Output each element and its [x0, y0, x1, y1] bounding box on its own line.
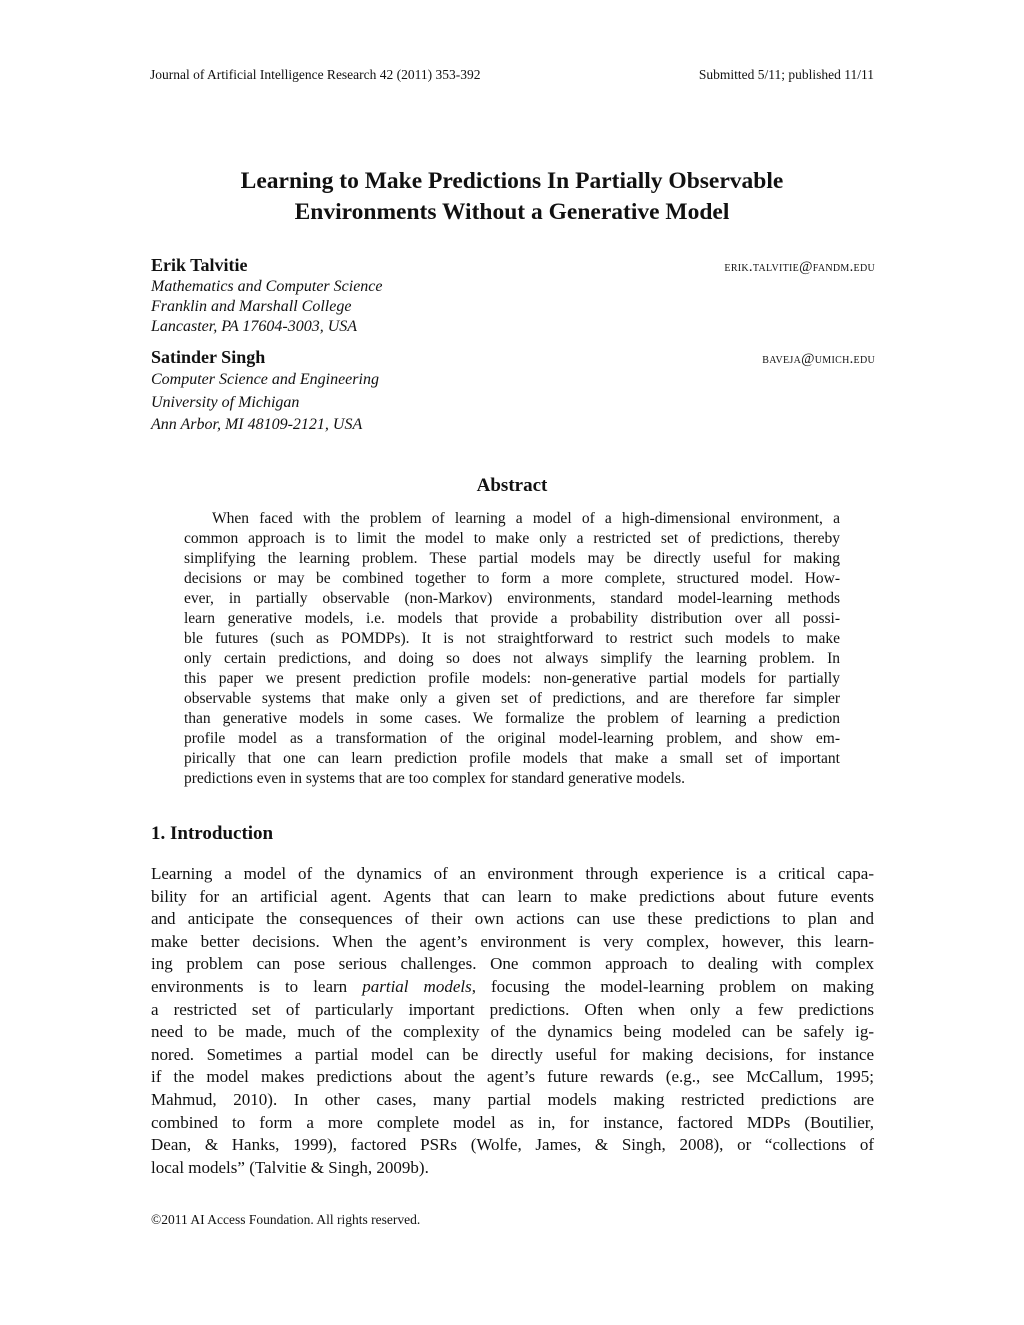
body-line: bility for an artificial agent. Agents that can learn to make predictions about future events [151, 886, 874, 906]
author-name: Erik Talvitie [151, 255, 248, 275]
title-line-2: Environments Without a Generative Model [294, 199, 730, 225]
introduction-body [151, 863, 874, 1179]
author-affiliation [151, 369, 875, 437]
body-line: Mahmud, 2010). In other cases, many partial models making restricted predictions are [151, 1089, 874, 1109]
body-line: Dean, & Hanks, 1999), factored PSRs (Wolfe, James, & Singh, 2008), or “collections of [151, 1135, 874, 1155]
body-line: if the model makes predictions about the agent’s future rewards (e.g., see McCallum, 1995; [151, 1067, 874, 1087]
body-line [151, 976, 874, 999]
abstract-line: simplifying the learning problem. These partial models may be directly useful for making [184, 550, 840, 567]
paper-title [110, 166, 914, 228]
body-line: ing problem can pose serious challenges. One common approach to dealing with complex [151, 954, 874, 974]
submission-dates: Submitted 5/11; published 11/11 [698, 67, 874, 82]
author-email[interactable]: erik.talvitie@fandm.edu [724, 259, 875, 275]
abstract-line: ever, in partially observable (non-Markov) environments, standard model-learning methods [184, 590, 840, 607]
body-line: combined to form a more complete model as in, for instance, factored MDPs (Boutilier, [151, 1112, 874, 1132]
section-heading-introduction: 1. Introduction [151, 823, 274, 844]
abstract-line: When faced with the problem of learning a model of a high-dimensional environment, a [212, 510, 840, 527]
abstract-line: this paper we present prediction profile models: non-generative partial models for partially [184, 670, 840, 687]
abstract-line: ble futures (such as POMDPs). It is not straightforward to restrict such models to make [184, 630, 840, 647]
affiliation-line: Franklin and Marshall College [151, 298, 352, 315]
abstract-line: common approach is to limit the model to make only a restricted set of predictions, thereby [184, 530, 840, 547]
body-text-run: environments is to learn [151, 976, 363, 996]
body-line: local models” (Talvitie & Singh, 2009b). [151, 1157, 429, 1177]
abstract-line: predictions even in systems that are too complex for standard generative models. [184, 770, 686, 787]
copyright-footer: ©2011 AI Access Foundation. All rights reserved. [151, 1212, 421, 1227]
body-line: Learning a model of the dynamics of an environment through experience is a critical capa- [151, 864, 874, 883]
author-affiliation [151, 277, 875, 337]
affiliation-line: Computer Science and Engineering [151, 371, 379, 388]
affiliation-line: University of Michigan [151, 393, 300, 411]
affiliation-line: Mathematics and Computer Science [151, 278, 383, 295]
running-head [150, 66, 874, 84]
title-line-1: Learning to Make Predictions In Partially Observable [240, 168, 784, 194]
abstract-line: observable systems that make only a given set of predictions, and are therefore far simpler [184, 690, 840, 707]
abstract-line: learn generative models, i.e. models that provide a probability distribution over all possi- [184, 610, 840, 627]
emphasis-partial-models: partial models [362, 976, 472, 996]
author-2 [151, 346, 875, 437]
body-line: nored. Sometimes a partial model can be directly useful for making decisions, for instance [151, 1044, 874, 1064]
abstract-line: profile model as a transformation of the original model-learning problem, and show em- [184, 730, 840, 747]
author-name: Satinder Singh [151, 347, 266, 367]
affiliation-line: Lancaster, PA 17604-3003, USA [151, 318, 358, 335]
author-1 [151, 254, 875, 337]
body-line: need to be made, much of the complexity of the dynamics being modeled can be safely ig- [151, 1022, 874, 1042]
abstract-line: than generative models in some cases. We formalize the problem of learning a prediction [184, 710, 840, 727]
abstract-line: pirically that one can learn prediction profile models that make a small set of important [184, 750, 840, 767]
affiliation-line: Ann Arbor, MI 48109-2121, USA [151, 416, 363, 433]
body-line: a restricted set of particularly important predictions. Often when only a few predictions [151, 999, 874, 1019]
journal-citation: Journal of Artificial Intelligence Research 42 (2011) 353-392 [150, 67, 481, 82]
abstract-line: decisions or may be combined together to form a more complete, structured model. How- [184, 570, 840, 587]
author-email[interactable]: baveja@umich.edu [762, 351, 875, 367]
body-line: make better decisions. When the agent’s environment is very complex, however, this learn- [151, 931, 874, 951]
body-text-run: , focusing the model-learning problem on making [471, 976, 874, 996]
body-line: and anticipate the consequences of their own actions can use these predictions to plan and [151, 909, 874, 929]
abstract-body [184, 509, 840, 789]
abstract-line: only certain predictions, and doing so does not always simplify the learning problem. In [184, 650, 840, 667]
abstract-heading: Abstract [476, 475, 548, 496]
